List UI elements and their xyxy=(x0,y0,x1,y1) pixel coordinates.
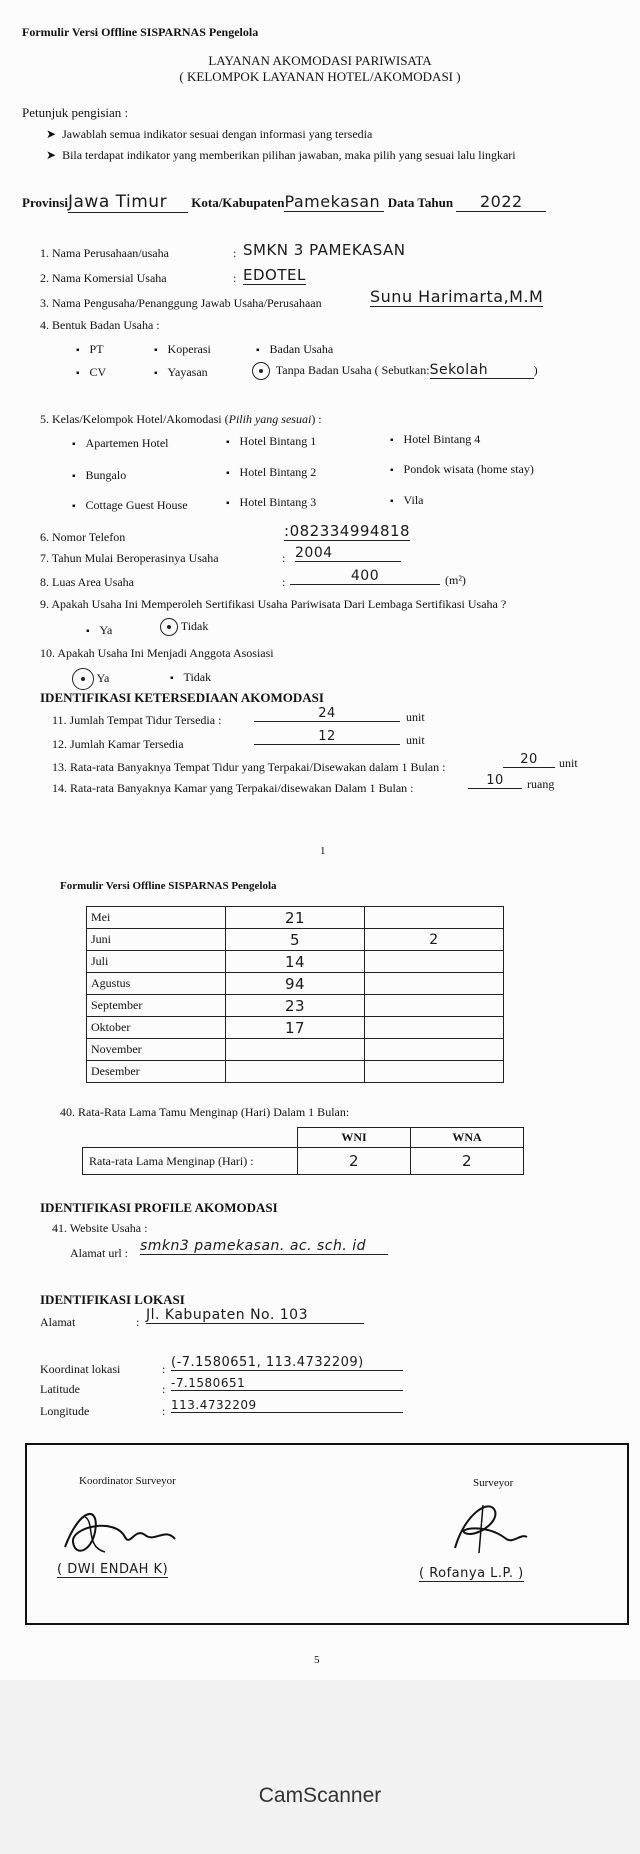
latitude-colon: : xyxy=(162,1382,166,1396)
tahun-label: Data Tahun xyxy=(387,195,454,210)
q6-value: :082334994818 xyxy=(284,522,411,540)
month-cell: September xyxy=(87,995,226,1017)
month-cell: Juli xyxy=(87,951,226,973)
instructions-heading: Petunjuk pengisian : xyxy=(22,105,129,120)
q9-label: 9. Apakah Usaha Ini Memperoleh Sertifikasi Usaha Pariwisata Dari Lembaga Sertifikasi Usaha ? xyxy=(40,597,507,611)
surveyor-name: ( Rofanya L.P. ) xyxy=(419,1566,524,1581)
q5-option: ▪ Hotel Bintang 3 xyxy=(226,495,316,510)
row-label: Rata-rata Lama Menginap (Hari) : xyxy=(83,1148,298,1175)
alamat-value: Jl. Kabupaten No. 103 xyxy=(146,1307,364,1324)
blank-cell xyxy=(83,1128,298,1148)
q9-ya: ▪ Ya xyxy=(86,623,112,638)
signature-box xyxy=(25,1443,629,1625)
table-row xyxy=(87,929,504,951)
month-cell: November xyxy=(87,1039,226,1061)
q14-label: 14. Rata-rata Banyaknya Kamar yang Terpakai/disewakan Dalam 1 Bulan : xyxy=(52,781,414,795)
month-cell: Desember xyxy=(87,1061,226,1083)
tahun-value: 2022 xyxy=(456,192,546,212)
q40-label: 40. Rata-Rata Lama Tamu Menginap (Hari) Dalam 1 Bulan: xyxy=(60,1105,350,1119)
q13-label: 13. Rata-rata Banyaknya Tempat Tidur yang Terpakai/Disewakan dalam 1 Bulan : xyxy=(52,760,446,774)
coordinator-name: ( DWI ENDAH K) xyxy=(57,1562,169,1577)
q2-colon: : xyxy=(233,271,237,285)
q2-value: EDOTEL xyxy=(243,266,306,284)
surveyor-signature-icon xyxy=(435,1493,535,1563)
q8-colon: : xyxy=(282,575,286,589)
month-cell: Agustus xyxy=(87,973,226,995)
q5-option: ▪ Hotel Bintang 2 xyxy=(226,465,316,480)
table-row xyxy=(87,907,504,929)
month-cell: Mei xyxy=(87,907,226,929)
kota-value: Pamekasan xyxy=(284,192,384,212)
wna-cell xyxy=(365,1039,504,1061)
q7-label: 7. Tahun Mulai Beroperasinya Usaha xyxy=(40,551,219,565)
provinsi-value: Jawa Timur xyxy=(68,192,188,213)
q14-unit: ruang xyxy=(527,777,555,791)
title-line2: ( KELOMPOK LAYANAN HOTEL/AKOMODASI ) xyxy=(179,69,461,84)
q8-unit: (m²) xyxy=(445,573,466,587)
q11-value: 24 xyxy=(254,706,400,722)
circled-choice-icon xyxy=(160,618,178,636)
wni-cell: 21 xyxy=(226,907,365,929)
longitude-colon: : xyxy=(162,1404,166,1418)
q4-option: ▪ PT xyxy=(76,342,104,357)
q4-label: 4. Bentuk Badan Usaha : xyxy=(40,318,160,332)
q5-label: 5. Kelas/Kelompok Hotel/Akomodasi (Pilih yang sesuai) : xyxy=(40,412,322,426)
akomodasi-heading: IDENTIFIKASI KETERSEDIAAN AKOMODASI xyxy=(40,690,324,705)
month-cell: Oktober xyxy=(87,1017,226,1039)
q10-ya-selected: Ya xyxy=(72,668,109,690)
table-row xyxy=(87,1039,504,1061)
q11-label: 11. Jumlah Tempat Tidur Tersedia : xyxy=(52,713,222,727)
koordinat-label: Koordinat lokasi xyxy=(40,1362,121,1376)
wna-cell xyxy=(365,951,504,973)
wna-cell xyxy=(365,907,504,929)
q13-value: 20 xyxy=(503,752,555,768)
lokasi-heading: IDENTIFIKASI LOKASI xyxy=(40,1292,185,1307)
wna-cell xyxy=(365,1061,504,1083)
q5-option: ▪ Pondok wisata (home stay) xyxy=(390,462,534,477)
profile-heading: IDENTIFIKASI PROFILE AKOMODASI xyxy=(40,1200,278,1215)
q13-unit: unit xyxy=(559,756,578,770)
q4-option: ▪ Yayasan xyxy=(154,365,208,380)
q5-option: ▪ Bungalo xyxy=(72,468,126,483)
provinsi-label: Provinsi xyxy=(22,195,68,210)
coordinator-title: Koordinator Surveyor xyxy=(79,1475,176,1487)
q5-option: ▪ Hotel Bintang 4 xyxy=(390,432,480,447)
q4-option: ▪ CV xyxy=(76,365,106,380)
kota-label: Kota/Kabupaten xyxy=(191,195,285,210)
q3-label: 3. Nama Pengusaha/Penanggung Jawab Usaha/Perusahaan xyxy=(40,296,322,310)
q9-tidak-selected: Tidak xyxy=(160,618,208,636)
wna-cell: 2 xyxy=(365,929,504,951)
camscanner-footer xyxy=(0,1680,640,1854)
q5-option: ▪ Vila xyxy=(390,493,424,508)
location-line xyxy=(22,192,546,213)
wni-cell: 23 xyxy=(226,995,365,1017)
wni-cell xyxy=(226,1039,365,1061)
wni-cell: 17 xyxy=(226,1017,365,1039)
q10-tidak: ▪ Tidak xyxy=(170,670,211,685)
col-wni: WNI xyxy=(298,1128,411,1148)
longitude-value: 113.4732209 xyxy=(171,1398,403,1413)
q1-value: SMKN 3 PAMEKASAN xyxy=(243,241,406,259)
q3-value: Sunu Harimarta,M.M xyxy=(370,287,544,306)
form-header-page2: Formulir Versi Offline SISPARNAS Pengelola xyxy=(60,880,277,892)
page-number: 5 xyxy=(314,1654,320,1666)
alamat-colon: : xyxy=(136,1315,140,1329)
q4-value: Sekolah xyxy=(430,362,534,379)
q6-label: 6. Nomor Telefon xyxy=(40,530,126,544)
q5-option: ▪ Apartemen Hotel xyxy=(72,436,169,451)
q4-option: ▪ Badan Usaha xyxy=(256,342,333,357)
q1-colon: : xyxy=(233,246,237,260)
avg-stay-table xyxy=(82,1127,524,1175)
wni-cell: 94 xyxy=(226,973,365,995)
col-wna: WNA xyxy=(411,1128,524,1148)
q5-option: ▪ Hotel Bintang 1 xyxy=(226,434,316,449)
q12-value: 12 xyxy=(254,729,400,745)
q10-label: 10. Apakah Usaha Ini Menjadi Anggota Asosiasi xyxy=(40,646,274,660)
q1-label: 1. Nama Perusahaan/usaha xyxy=(40,246,169,260)
table-row xyxy=(87,995,504,1017)
instruction-item: ➤ Jawablah semua indikator sesuai dengan informasi yang tersedia xyxy=(46,127,373,141)
wna-value: 2 xyxy=(411,1148,524,1175)
q5-option: ▪ Cottage Guest House xyxy=(72,498,188,513)
q11-unit: unit xyxy=(406,710,425,724)
q12-unit: unit xyxy=(406,733,425,747)
month-cell: Juni xyxy=(87,929,226,951)
table-row xyxy=(87,951,504,973)
table-row xyxy=(87,973,504,995)
longitude-label: Longitude xyxy=(40,1404,90,1418)
q2-label: 2. Nama Komersial Usaha xyxy=(40,271,167,285)
url-label: Alamat url : xyxy=(70,1246,128,1260)
camscanner-brand: CamScanner xyxy=(258,1784,382,1807)
q8-value: 400 xyxy=(290,568,440,585)
koordinat-value: (-7.1580651, 113.4732209) xyxy=(171,1355,403,1371)
q14-value: 10 xyxy=(468,773,522,789)
alamat-label: Alamat xyxy=(40,1315,76,1329)
instruction-item: ➤ Bila terdapat indikator yang memberikan pilihan jawaban, maka pilih yang sesuai lalu lingkari xyxy=(46,148,516,162)
surveyor-title: Surveyor xyxy=(473,1477,514,1489)
q41-label: 41. Website Usaha : xyxy=(52,1221,148,1235)
coordinator-signature-icon xyxy=(55,1497,185,1567)
wna-cell xyxy=(365,995,504,1017)
wni-cell xyxy=(226,1061,365,1083)
wni-value: 2 xyxy=(298,1148,411,1175)
latitude-value: -7.1580651 xyxy=(171,1376,403,1391)
q12-label: 12. Jumlah Kamar Tersedia xyxy=(52,737,184,751)
circled-choice-icon xyxy=(72,668,94,690)
q8-label: 8. Luas Area Usaha xyxy=(40,575,134,589)
url-value: smkn3 pamekasan. ac. sch. id xyxy=(140,1238,388,1255)
monthly-guest-table xyxy=(86,906,504,1083)
koordinat-colon: : xyxy=(162,1362,166,1376)
wna-cell xyxy=(365,1017,504,1039)
table-row xyxy=(87,1061,504,1083)
q7-value: 2004 xyxy=(295,545,401,562)
wni-cell: 5 xyxy=(226,929,365,951)
wna-cell xyxy=(365,973,504,995)
title-line1: LAYANAN AKOMODASI PARIWISATA xyxy=(208,53,432,68)
q4-option: ▪ Koperasi xyxy=(154,342,211,357)
circled-choice-icon xyxy=(252,362,270,380)
q4-option-selected: Tanpa Badan Usaha ( Sebutkan:Sekolah ) xyxy=(252,362,538,380)
latitude-label: Latitude xyxy=(40,1382,80,1396)
page-number: 1 xyxy=(320,845,326,857)
wni-cell: 14 xyxy=(226,951,365,973)
form-header: Formulir Versi Offline SISPARNAS Pengelola xyxy=(22,25,259,39)
table-row xyxy=(87,1017,504,1039)
q7-colon: : xyxy=(282,551,286,565)
